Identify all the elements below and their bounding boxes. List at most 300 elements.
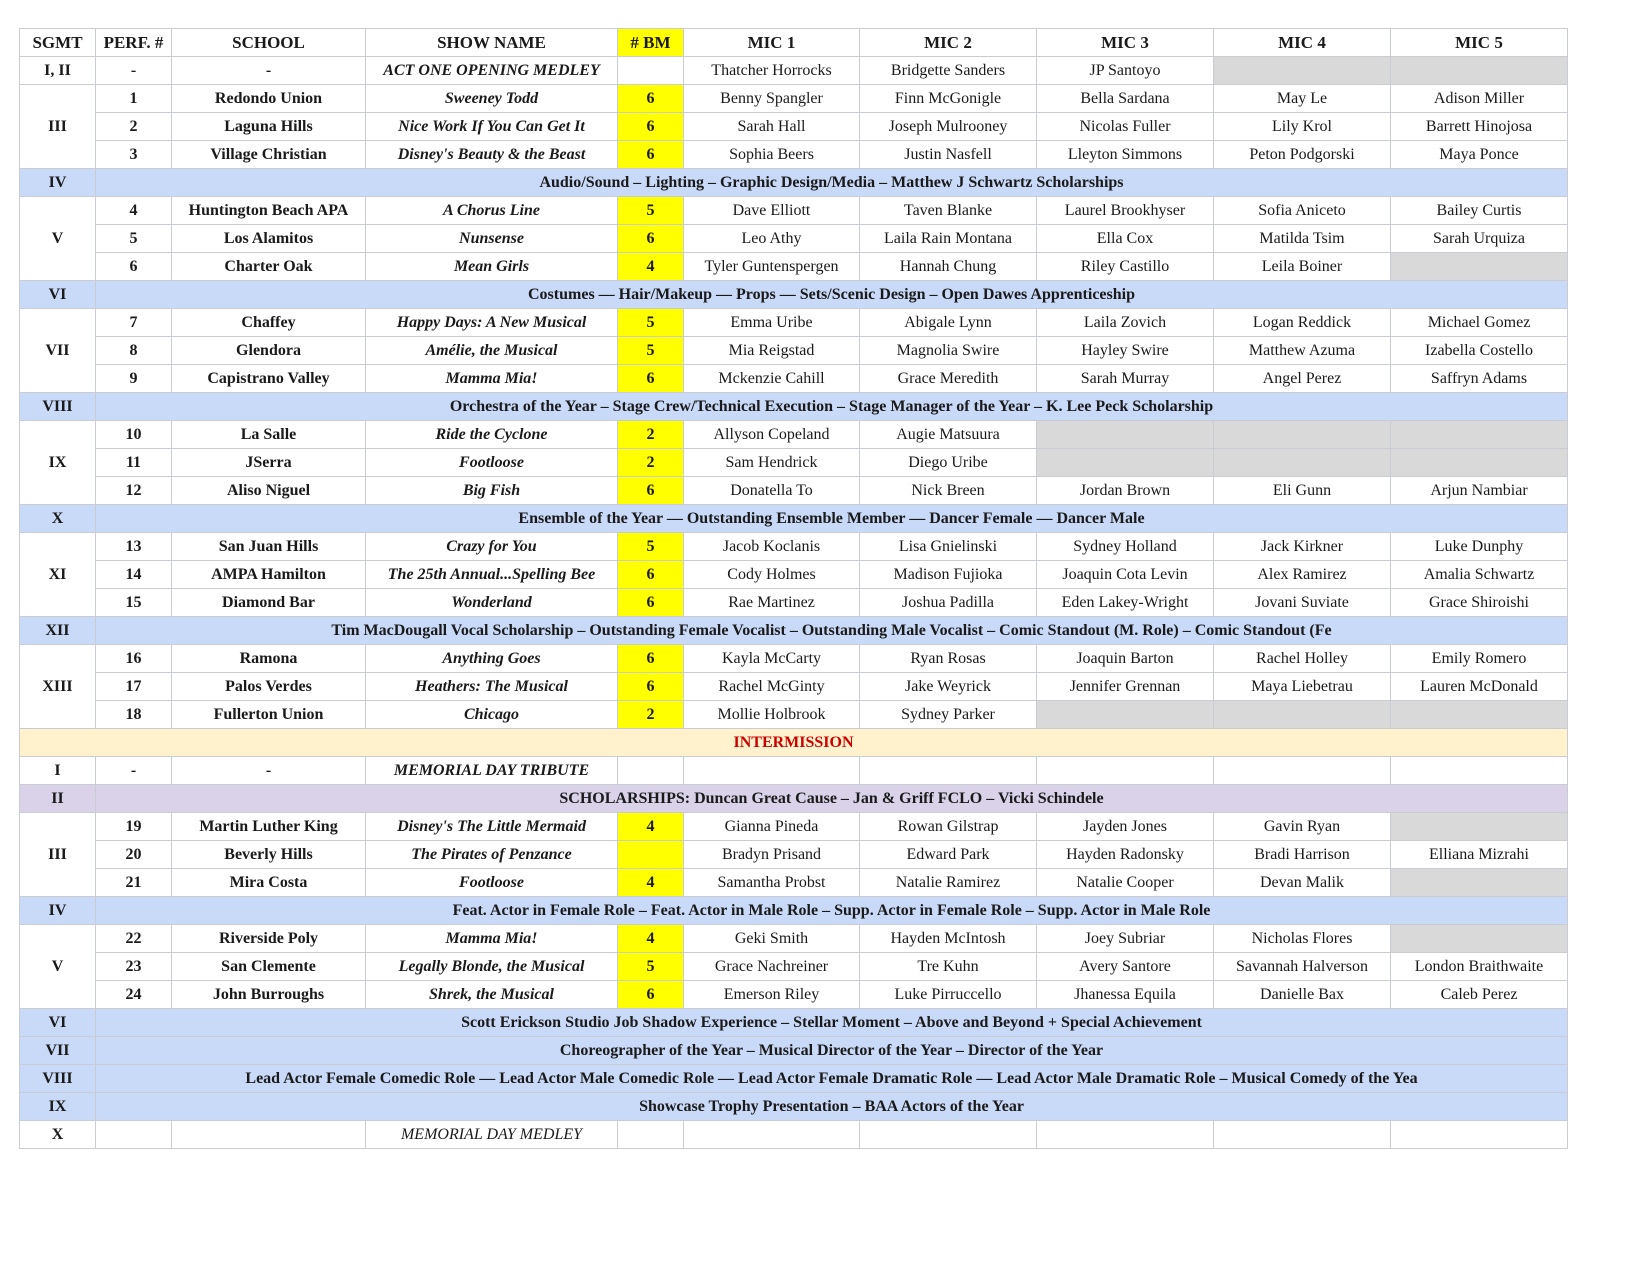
school-cell: Ramona [172, 645, 366, 673]
performance-row [20, 701, 1568, 729]
mic-cell-empty [1391, 57, 1568, 85]
mic-cell-empty [1391, 925, 1568, 953]
mic-cell-empty [1037, 421, 1214, 449]
show-name-cell: Wonderland [366, 589, 618, 617]
school-cell: Riverside Poly [172, 925, 366, 953]
show-name-cell: Footloose [366, 449, 618, 477]
mic-cell: Luke Pirruccello [860, 981, 1037, 1009]
performance-row [20, 673, 1568, 701]
empty-cell [1037, 757, 1214, 785]
header-school: SCHOOL [172, 29, 366, 57]
show-name-cell: Big Fish [366, 477, 618, 505]
perf-cell: 6 [96, 253, 172, 281]
mic-cell: Samantha Probst [684, 869, 860, 897]
mic-cell: Angel Perez [1214, 365, 1391, 393]
performance-row [20, 197, 1568, 225]
show-name-cell: Nice Work If You Can Get It [366, 113, 618, 141]
school-cell: La Salle [172, 421, 366, 449]
performance-row [20, 309, 1568, 337]
award-band-row [20, 1037, 1568, 1065]
bm-cell: 6 [618, 113, 684, 141]
sgmt-cell: XIII [20, 645, 96, 729]
mic-cell: Hayden Radonsky [1037, 841, 1214, 869]
award-text: Audio/Sound – Lighting – Graphic Design/Media – Matthew J Schwartz Scholarships [96, 169, 1568, 197]
school-cell: AMPA Hamilton [172, 561, 366, 589]
mic-cell: Bella Sardana [1037, 85, 1214, 113]
mic-cell: Tyler Guntenspergen [684, 253, 860, 281]
performance-row [20, 337, 1568, 365]
show-name-cell: Crazy for You [366, 533, 618, 561]
show-name-cell: Amélie, the Musical [366, 337, 618, 365]
school-cell: San Juan Hills [172, 533, 366, 561]
show-name-cell: A Chorus Line [366, 197, 618, 225]
sgmt-cell: I [20, 757, 96, 785]
show-name-cell: ACT ONE OPENING MEDLEY [366, 57, 618, 85]
mic-cell: Jhanessa Equila [1037, 981, 1214, 1009]
sgmt-cell: VIII [20, 393, 96, 421]
performance-row [20, 85, 1568, 113]
show-name-cell: MEMORIAL DAY TRIBUTE [366, 757, 618, 785]
show-name-cell: Heathers: The Musical [366, 673, 618, 701]
mic-cell: Jacob Koclanis [684, 533, 860, 561]
perf-cell: 13 [96, 533, 172, 561]
perf-cell: 20 [96, 841, 172, 869]
show-name-cell: Mean Girls [366, 253, 618, 281]
sgmt-cell: I, II [20, 57, 96, 85]
award-text: Costumes — Hair/Makeup — Props — Sets/Scenic Design – Open Dawes Apprenticeship [96, 281, 1568, 309]
award-band-row [20, 169, 1568, 197]
perf-cell: 16 [96, 645, 172, 673]
bm-cell: 4 [618, 925, 684, 953]
mic-cell: Donatella To [684, 477, 860, 505]
mic-cell: Sydney Holland [1037, 533, 1214, 561]
mic-cell: Caleb Perez [1391, 981, 1568, 1009]
mic-cell: Laila Rain Montana [860, 225, 1037, 253]
school-cell: Redondo Union [172, 85, 366, 113]
mic-cell: Jack Kirkner [1214, 533, 1391, 561]
intermission-row [20, 729, 1568, 757]
perf-cell: 4 [96, 197, 172, 225]
mic-cell: Logan Reddick [1214, 309, 1391, 337]
school-cell: Beverly Hills [172, 841, 366, 869]
mic-cell: Leila Boiner [1214, 253, 1391, 281]
header-bm: # BM [618, 29, 684, 57]
sgmt-cell: XI [20, 533, 96, 617]
mic-cell: Leo Athy [684, 225, 860, 253]
sgmt-cell: VIII [20, 1065, 96, 1093]
sgmt-cell: IX [20, 421, 96, 505]
sgmt-cell: III [20, 813, 96, 897]
header-mic-3: MIC 3 [1037, 29, 1214, 57]
sgmt-cell: V [20, 925, 96, 1009]
mic-cell: Edward Park [860, 841, 1037, 869]
mic-cell: Elliana Mizrahi [1391, 841, 1568, 869]
show-name-cell: Footloose [366, 869, 618, 897]
perf-cell: 22 [96, 925, 172, 953]
intermission-label: INTERMISSION [20, 729, 1568, 757]
mic-cell: Diego Uribe [860, 449, 1037, 477]
school-cell: Los Alamitos [172, 225, 366, 253]
perf-cell: 17 [96, 673, 172, 701]
mic-cell: Joey Subriar [1037, 925, 1214, 953]
mic-cell: Danielle Bax [1214, 981, 1391, 1009]
mic-cell: Nicholas Flores [1214, 925, 1391, 953]
school-cell: Mira Costa [172, 869, 366, 897]
award-text: Scott Erickson Studio Job Shadow Experience – Stellar Moment – Above and Beyond + Special Achievement [96, 1009, 1568, 1037]
award-band-row [20, 281, 1568, 309]
scholarships-text: SCHOLARSHIPS: Duncan Great Cause – Jan & Griff FCLO – Vicki Schindele [96, 785, 1568, 813]
award-text: Tim MacDougall Vocal Scholarship – Outstanding Female Vocalist – Outstanding Male Vocalist – Comic Standout (M. Role) – Comic Standout (Fe [96, 617, 1568, 645]
mic-cell: Gavin Ryan [1214, 813, 1391, 841]
mic-cell: Joseph Mulrooney [860, 113, 1037, 141]
sgmt-cell: X [20, 505, 96, 533]
mic-cell: Lauren McDonald [1391, 673, 1568, 701]
opening-row [20, 57, 1568, 85]
mic-cell: Kayla McCarty [684, 645, 860, 673]
sgmt-cell: IV [20, 169, 96, 197]
mic-cell: Sarah Hall [684, 113, 860, 141]
perf-cell [96, 1121, 172, 1149]
sgmt-cell: VII [20, 309, 96, 393]
mic-cell: Justin Nasfell [860, 141, 1037, 169]
mic-cell: Abigale Lynn [860, 309, 1037, 337]
award-text: Showcase Trophy Presentation – BAA Actors of the Year [96, 1093, 1568, 1121]
empty-cell [1214, 1121, 1391, 1149]
mic-cell: Laurel Brookhyser [1037, 197, 1214, 225]
performance-row [20, 981, 1568, 1009]
bm-cell: 6 [618, 477, 684, 505]
school-cell: Fullerton Union [172, 701, 366, 729]
header-perf: PERF. # [96, 29, 172, 57]
mic-cell-empty [1037, 701, 1214, 729]
mic-cell: Mckenzie Cahill [684, 365, 860, 393]
mic-cell-empty [1037, 449, 1214, 477]
perf-cell: 14 [96, 561, 172, 589]
school-cell: Aliso Niguel [172, 477, 366, 505]
perf-cell: 21 [96, 869, 172, 897]
performance-row [20, 841, 1568, 869]
performance-row [20, 253, 1568, 281]
show-name-cell: MEMORIAL DAY MEDLEY [366, 1121, 618, 1149]
school-cell: Palos Verdes [172, 673, 366, 701]
sgmt-cell: III [20, 85, 96, 169]
mic-cell: Gianna Pineda [684, 813, 860, 841]
show-order-table [19, 28, 1568, 1149]
mic-cell: Ryan Rosas [860, 645, 1037, 673]
perf-cell: 10 [96, 421, 172, 449]
bm-cell: 6 [618, 85, 684, 113]
mic-cell-empty [1214, 421, 1391, 449]
show-name-cell: Shrek, the Musical [366, 981, 618, 1009]
header-mic-1: MIC 1 [684, 29, 860, 57]
bm-cell [618, 57, 684, 85]
award-band-row [20, 1093, 1568, 1121]
header-row [20, 29, 1568, 57]
bm-cell: 5 [618, 309, 684, 337]
empty-cell [860, 757, 1037, 785]
mic-cell-empty [1391, 421, 1568, 449]
show-name-cell: Mamma Mia! [366, 365, 618, 393]
mic-cell: Grace Shiroishi [1391, 589, 1568, 617]
mic-cell-empty [1214, 449, 1391, 477]
award-band-row [20, 897, 1568, 925]
performance-row [20, 645, 1568, 673]
mic-cell: Natalie Ramirez [860, 869, 1037, 897]
empty-cell [860, 1121, 1037, 1149]
performance-row [20, 953, 1568, 981]
perf-cell: 12 [96, 477, 172, 505]
mic-cell: Nicolas Fuller [1037, 113, 1214, 141]
mic-cell: Rae Martinez [684, 589, 860, 617]
performance-row [20, 365, 1568, 393]
mic-cell: Emma Uribe [684, 309, 860, 337]
mic-cell: Allyson Copeland [684, 421, 860, 449]
bm-cell: 6 [618, 981, 684, 1009]
bm-cell: 6 [618, 141, 684, 169]
school-cell: Village Christian [172, 141, 366, 169]
show-name-cell: Legally Blonde, the Musical [366, 953, 618, 981]
perf-cell: - [96, 757, 172, 785]
mic-cell: Sarah Murray [1037, 365, 1214, 393]
perf-cell: 3 [96, 141, 172, 169]
award-band-row [20, 505, 1568, 533]
school-cell: Huntington Beach APA [172, 197, 366, 225]
perf-cell: 18 [96, 701, 172, 729]
show-name-cell: Chicago [366, 701, 618, 729]
mic-cell: Maya Liebetrau [1214, 673, 1391, 701]
award-text: Orchestra of the Year – Stage Crew/Technical Execution – Stage Manager of the Year – K. Lee Peck Scholarship [96, 393, 1568, 421]
mic-cell: Sydney Parker [860, 701, 1037, 729]
performance-row [20, 589, 1568, 617]
mic-cell: Avery Santore [1037, 953, 1214, 981]
performance-row [20, 477, 1568, 505]
school-cell: Laguna Hills [172, 113, 366, 141]
mic-cell: Matilda Tsim [1214, 225, 1391, 253]
show-name-cell: Disney's Beauty & the Beast [366, 141, 618, 169]
award-text: Choreographer of the Year – Musical Director of the Year – Director of the Year [96, 1037, 1568, 1065]
bm-cell: 4 [618, 253, 684, 281]
sgmt-cell: VI [20, 281, 96, 309]
bm-cell: 2 [618, 701, 684, 729]
perf-cell: 2 [96, 113, 172, 141]
bm-cell [618, 841, 684, 869]
show-name-cell: Sweeney Todd [366, 85, 618, 113]
bm-cell: 6 [618, 561, 684, 589]
mic-cell: Izabella Costello [1391, 337, 1568, 365]
mic-cell: Finn McGonigle [860, 85, 1037, 113]
mic-cell: Eden Lakey-Wright [1037, 589, 1214, 617]
empty-cell [618, 757, 684, 785]
show-name-cell: Mamma Mia! [366, 925, 618, 953]
closing-row [20, 1121, 1568, 1149]
perf-cell: 9 [96, 365, 172, 393]
mic-cell: JP Santoyo [1037, 57, 1214, 85]
mic-cell: Bailey Curtis [1391, 197, 1568, 225]
mic-cell: Cody Holmes [684, 561, 860, 589]
mic-cell: Adison Miller [1391, 85, 1568, 113]
school-cell: San Clemente [172, 953, 366, 981]
mic-cell: Sarah Urquiza [1391, 225, 1568, 253]
perf-cell: 11 [96, 449, 172, 477]
mic-cell: Jake Weyrick [860, 673, 1037, 701]
mic-cell: Laila Zovich [1037, 309, 1214, 337]
perf-cell: 1 [96, 85, 172, 113]
mic-cell: Lily Krol [1214, 113, 1391, 141]
perf-cell: 19 [96, 813, 172, 841]
award-band-row [20, 393, 1568, 421]
bm-cell: 5 [618, 953, 684, 981]
performance-row [20, 561, 1568, 589]
award-text: Feat. Actor in Female Role – Feat. Actor in Male Role – Supp. Actor in Female Role – Supp. Actor in Male Role [96, 897, 1568, 925]
performance-row [20, 925, 1568, 953]
mic-cell: Hayden McIntosh [860, 925, 1037, 953]
school-cell: Martin Luther King [172, 813, 366, 841]
show-name-cell: Ride the Cyclone [366, 421, 618, 449]
mic-cell: Savannah Halverson [1214, 953, 1391, 981]
mic-cell: Saffryn Adams [1391, 365, 1568, 393]
mic-cell: Michael Gomez [1391, 309, 1568, 337]
school-cell: Diamond Bar [172, 589, 366, 617]
perf-cell: 15 [96, 589, 172, 617]
mic-cell: Rachel McGinty [684, 673, 860, 701]
mic-cell-empty [1391, 701, 1568, 729]
mic-cell: Sofia Aniceto [1214, 197, 1391, 225]
mic-cell: Joaquin Barton [1037, 645, 1214, 673]
bm-cell: 6 [618, 589, 684, 617]
empty-cell [684, 757, 860, 785]
mic-cell: Peton Podgorski [1214, 141, 1391, 169]
mic-cell-empty [1391, 449, 1568, 477]
school-cell: Chaffey [172, 309, 366, 337]
mic-cell-empty [1391, 253, 1568, 281]
empty-cell [1037, 1121, 1214, 1149]
perf-cell: 23 [96, 953, 172, 981]
performance-row [20, 225, 1568, 253]
tribute-row [20, 757, 1568, 785]
header-show-name: SHOW NAME [366, 29, 618, 57]
mic-cell: Grace Meredith [860, 365, 1037, 393]
sgmt-cell: X [20, 1121, 96, 1149]
mic-cell: Maya Ponce [1391, 141, 1568, 169]
sgmt-cell: VI [20, 1009, 96, 1037]
mic-cell: Bradi Harrison [1214, 841, 1391, 869]
header-mic-5: MIC 5 [1391, 29, 1568, 57]
mic-cell: Mollie Holbrook [684, 701, 860, 729]
mic-cell: Jennifer Grennan [1037, 673, 1214, 701]
show-name-cell: Happy Days: A New Musical [366, 309, 618, 337]
table-body [20, 29, 1568, 1149]
sgmt-cell: VII [20, 1037, 96, 1065]
performance-row [20, 141, 1568, 169]
mic-cell: Hayley Swire [1037, 337, 1214, 365]
mic-cell-empty [1391, 869, 1568, 897]
mic-cell: Mia Reigstad [684, 337, 860, 365]
perf-cell: 24 [96, 981, 172, 1009]
school-cell [172, 1121, 366, 1149]
show-name-cell: The Pirates of Penzance [366, 841, 618, 869]
bm-cell: 4 [618, 869, 684, 897]
mic-cell: Bridgette Sanders [860, 57, 1037, 85]
mic-cell: Lleyton Simmons [1037, 141, 1214, 169]
bm-cell: 5 [618, 197, 684, 225]
mic-cell: Dave Elliott [684, 197, 860, 225]
award-text: Ensemble of the Year — Outstanding Ensemble Member — Dancer Female — Dancer Male [96, 505, 1568, 533]
mic-cell: Joaquin Cota Levin [1037, 561, 1214, 589]
mic-cell: Sophia Beers [684, 141, 860, 169]
award-band-row [20, 1065, 1568, 1093]
award-band-row [20, 1009, 1568, 1037]
empty-cell [1214, 757, 1391, 785]
header-sgmt: SGMT [20, 29, 96, 57]
school-cell: Charter Oak [172, 253, 366, 281]
bm-cell: 5 [618, 533, 684, 561]
mic-cell: Geki Smith [684, 925, 860, 953]
bm-cell: 2 [618, 421, 684, 449]
school-cell: - [172, 757, 366, 785]
mic-cell: Thatcher Horrocks [684, 57, 860, 85]
mic-cell: Benny Spangler [684, 85, 860, 113]
mic-cell: Arjun Nambiar [1391, 477, 1568, 505]
performance-row [20, 533, 1568, 561]
mic-cell: May Le [1214, 85, 1391, 113]
mic-cell: Natalie Cooper [1037, 869, 1214, 897]
perf-cell: 7 [96, 309, 172, 337]
header-mic-4: MIC 4 [1214, 29, 1391, 57]
school-cell: Glendora [172, 337, 366, 365]
mic-cell: Jayden Jones [1037, 813, 1214, 841]
sgmt-cell: XII [20, 617, 96, 645]
school-cell: Capistrano Valley [172, 365, 366, 393]
empty-cell [618, 1121, 684, 1149]
mic-cell: Emily Romero [1391, 645, 1568, 673]
mic-cell: Sam Hendrick [684, 449, 860, 477]
mic-cell: Magnolia Swire [860, 337, 1037, 365]
mic-cell: Emerson Riley [684, 981, 860, 1009]
mic-cell: Augie Matsuura [860, 421, 1037, 449]
bm-cell: 6 [618, 225, 684, 253]
mic-cell: Joshua Padilla [860, 589, 1037, 617]
school-cell: John Burroughs [172, 981, 366, 1009]
performance-row [20, 869, 1568, 897]
performance-row [20, 113, 1568, 141]
mic-cell-empty [1214, 701, 1391, 729]
mic-cell: Hannah Chung [860, 253, 1037, 281]
performance-row [20, 449, 1568, 477]
sgmt-cell: V [20, 197, 96, 281]
mic-cell: Tre Kuhn [860, 953, 1037, 981]
mic-cell: Nick Breen [860, 477, 1037, 505]
performance-row [20, 421, 1568, 449]
mic-cell: Devan Malik [1214, 869, 1391, 897]
mic-cell: Taven Blanke [860, 197, 1037, 225]
bm-cell: 5 [618, 337, 684, 365]
mic-cell: Alex Ramirez [1214, 561, 1391, 589]
mic-cell: Rowan Gilstrap [860, 813, 1037, 841]
mic-cell: London Braithwaite [1391, 953, 1568, 981]
mic-cell: Ella Cox [1037, 225, 1214, 253]
mic-cell: Madison Fujioka [860, 561, 1037, 589]
school-cell: JSerra [172, 449, 366, 477]
mic-cell: Riley Castillo [1037, 253, 1214, 281]
mic-cell: Luke Dunphy [1391, 533, 1568, 561]
show-name-cell: Disney's The Little Mermaid [366, 813, 618, 841]
bm-cell: 6 [618, 673, 684, 701]
mic-cell: Jovani Suviate [1214, 589, 1391, 617]
bm-cell: 6 [618, 365, 684, 393]
mic-cell: Eli Gunn [1214, 477, 1391, 505]
performance-row [20, 813, 1568, 841]
mic-cell: Rachel Holley [1214, 645, 1391, 673]
